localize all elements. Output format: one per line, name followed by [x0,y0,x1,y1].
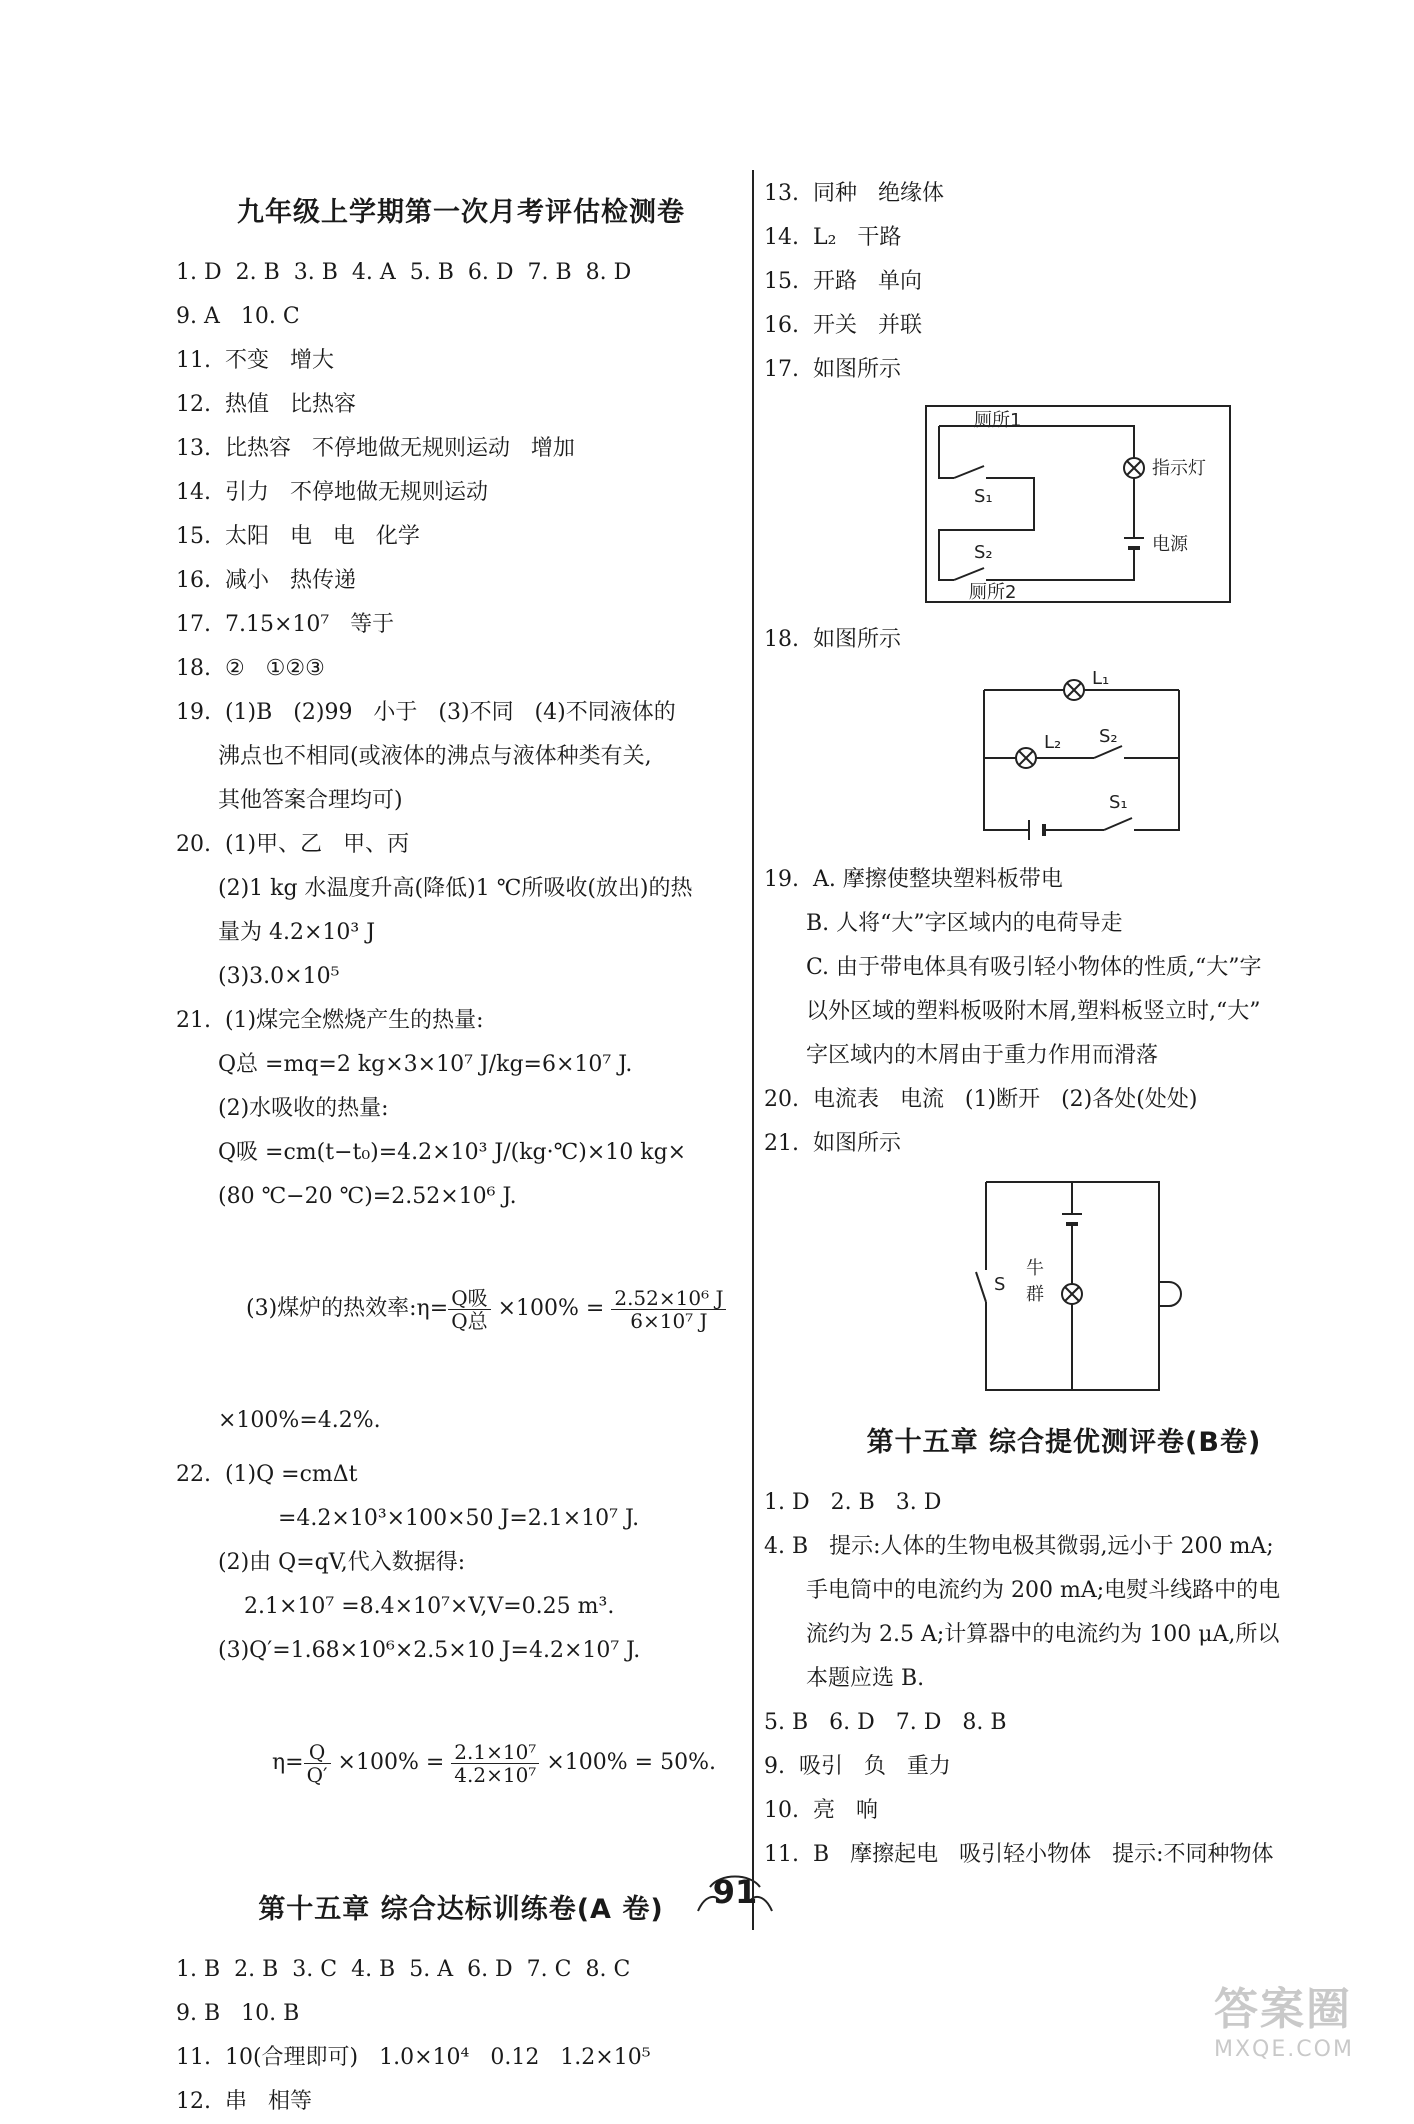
answer-line: 18. ② ①②③ [176,656,325,681]
wire [939,426,954,478]
answer-line: =4.2×10³×100×50 J=2.1×10⁷ J. [278,1506,640,1531]
answer-line: (80 ℃−20 ℃)=2.52×10⁶ J. [218,1184,517,1209]
answer-line: (2)水吸收的热量: [218,1096,389,1121]
answer-line: B. 人将“大”字区域内的电荷导走 [806,911,1123,936]
label-qun: 群 [1026,1284,1044,1305]
answer-line: 5. B 6. D 7. D 8. B [764,1710,1007,1735]
section-title: 第十五章 综合提优测评卷(B卷) [866,1427,1262,1458]
fraction-denominator: 6×10⁷ J [630,1308,708,1333]
answer-line: 15. 太阳 电 电 化学 [176,524,420,549]
answer-line: 以外区域的塑料板吸附木屑,塑料板竖立时,“大” [806,999,1261,1024]
answer-line: 12. 串 相等 [176,2089,312,2114]
answer-line: 16. 减小 热传递 [176,568,356,593]
watermark-url: MXQE.COM [1214,2037,1354,2062]
bell [1159,1282,1181,1306]
answer-line: 14. 引力 不停地做无规则运动 [176,480,488,505]
answer-line: 19. (1)B (2)99 小于 (3)不同 (4)不同液体的 [176,700,676,725]
answer-line: Q吸 =cm(t−t₀)=4.2×10³ J/(kg·℃)×10 kg× [218,1140,687,1165]
efficiency-line [176,1219,746,1399]
fraction-denominator: 4.2×10⁷ [454,1762,537,1787]
wire [986,548,1134,580]
page-number [690,1873,780,1911]
formula-text: ×100% = 50%. [539,1750,716,1775]
answer-line: (2)1 kg 水温度升高(降低)1 ℃所吸收(放出)的热 [218,876,693,901]
answer-line: 沸点也不相同(或液体的沸点与液体种类有关, [218,744,652,769]
formula-text: ×100% = [330,1750,452,1775]
fraction-denominator: Q总 [451,1308,488,1333]
answer-line: (2)由 Q=qV,代入数据得: [218,1550,466,1575]
label-toilet2: 厕所2 [969,582,1017,603]
answer-line: Q总 =mq=2 kg×3×10⁷ J/kg=6×10⁷ J. [218,1052,633,1077]
switch-s2 [1094,746,1122,758]
switch-s2 [954,568,984,580]
label-s2: S₂ [1099,726,1118,747]
answer-line: 19. A. 摩擦使整块塑料板带电 [764,867,1063,892]
left-column [176,172,746,2124]
answer-line: 11. 不变 增大 [176,348,334,373]
fraction-numerator: Q吸 [448,1287,490,1310]
answer-line: (3)3.0×10⁵ [218,964,340,989]
answer-line: 17. 如图所示 [764,357,901,382]
fraction-numerator: 2.52×10⁶ J [611,1287,726,1310]
answer-line: 9. 吸引 负 重力 [764,1754,951,1779]
answer-line: 18. 如图所示 [764,627,901,652]
answer-line: 13. 同种 绝缘体 [764,181,944,206]
fraction [304,1741,331,1786]
fraction-denominator: Q′ [306,1762,328,1787]
answer-line: 17. 7.15×10⁷ 等于 [176,612,395,637]
circuit-diagram-21 [764,1172,1364,1402]
answer-line: 21. 如图所示 [764,1131,901,1156]
answer-line: 量为 4.2×10³ J [218,920,376,945]
answer-line: 手电筒中的电流约为 200 mA;电熨斗线路中的电 [806,1578,1281,1603]
label-s1: S₁ [1109,792,1128,813]
answer-line: 流约为 2.5 A;计算器中的电流约为 100 μA,所以 [806,1622,1280,1647]
answer-line: 22. (1)Q =cmΔt [176,1462,358,1487]
answer-line: 11. 10(合理即可) 1.0×10⁴ 0.12 1.2×10⁵ [176,2045,651,2070]
label-l1: L₁ [1092,668,1110,689]
fraction-numerator: 2.1×10⁷ [451,1741,539,1764]
fraction-numerator: Q [304,1741,331,1764]
switch-s1 [954,466,984,478]
answer-line: 20. (1)甲、乙 甲、丙 [176,832,410,857]
answer-line: 10. 亮 响 [764,1798,878,1823]
formula-text: (3)煤炉的热效率:η= [245,1296,449,1321]
answer-line: 本题应选 B. [806,1666,925,1691]
label-s1: S₁ [974,486,993,507]
answer-line: 9. A 10. C [176,304,300,329]
wire [984,690,1029,830]
answer-line: C. 由于带电体具有吸引轻小物体的性质,“大”字 [806,955,1262,980]
answer-line: 4. B 提示:人体的生物电极其微弱,远小于 200 mA; [764,1534,1274,1559]
watermark-text: 答案圈 [1214,1984,1352,2035]
page-number-text: 91 [712,1873,758,1911]
efficiency-line-2 [176,1673,746,1853]
answer-line: 1. D 2. B 3. D [764,1490,942,1515]
answer-line: 13. 比热容 不停地做无规则运动 增加 [176,436,575,461]
answer-line: 12. 热值 比热容 [176,392,356,417]
answer-line: 15. 开路 单向 [764,269,922,294]
switch-s [976,1272,986,1302]
fraction [448,1287,490,1332]
circuit-diagram-18 [764,668,1364,848]
label-power: 电源 [1152,534,1188,555]
watermark-logo [1214,1973,1394,2062]
wire [1134,690,1179,830]
answer-line: ×100%=4.2%. [218,1408,381,1433]
section-title: 九年级上学期第一次月考评估检测卷 [237,197,685,228]
answer-line: 14. L₂ 干路 [764,225,902,250]
wire [939,426,1134,458]
answer-line: (3)Q′=1.68×10⁶×2.5×10 J=4.2×10⁷ J. [218,1638,641,1663]
switch-s1 [1104,818,1132,830]
answer-line: 11. B 摩擦起电 吸引轻小物体 提示:不同种物体 [764,1842,1274,1867]
answer-line: 其他答案合理均可) [218,788,403,813]
circuit-diagram-17 [764,398,1364,608]
answer-line: 2.1×10⁷ =8.4×10⁷×V,V=0.25 m³. [244,1594,615,1619]
column-divider [752,170,754,1930]
answer-line: 16. 开关 并联 [764,313,922,338]
answer-line: 1. D 2. B 3. B 4. A 5. B 6. D 7. B 8. D [176,260,632,285]
label-toilet1: 厕所1 [974,410,1022,431]
formula-text: ×100% = [490,1296,612,1321]
right-column [764,172,1364,1877]
label-s: S [994,1274,1006,1295]
label-s2: S₂ [974,542,993,563]
formula-text: η= [271,1750,304,1775]
answer-line: 9. B 10. B [176,2001,300,2026]
fraction [611,1287,726,1332]
label-indicator: 指示灯 [1152,458,1206,479]
fraction [451,1741,539,1786]
answer-line: 字区域内的木屑由于重力作用而滑落 [806,1043,1159,1068]
label-l2: L₂ [1044,732,1062,753]
answer-line: 20. 电流表 电流 (1)断开 (2)各处(处处) [764,1087,1198,1112]
section-title: 第十五章 综合达标训练卷(A 卷) [258,1894,664,1925]
answer-line: 1. B 2. B 3. C 4. B 5. A 6. D 7. C 8. C [176,1957,631,1982]
label-niu: 牛 [1026,1258,1044,1279]
answer-line: 21. (1)煤完全燃烧产生的热量: [176,1008,484,1033]
